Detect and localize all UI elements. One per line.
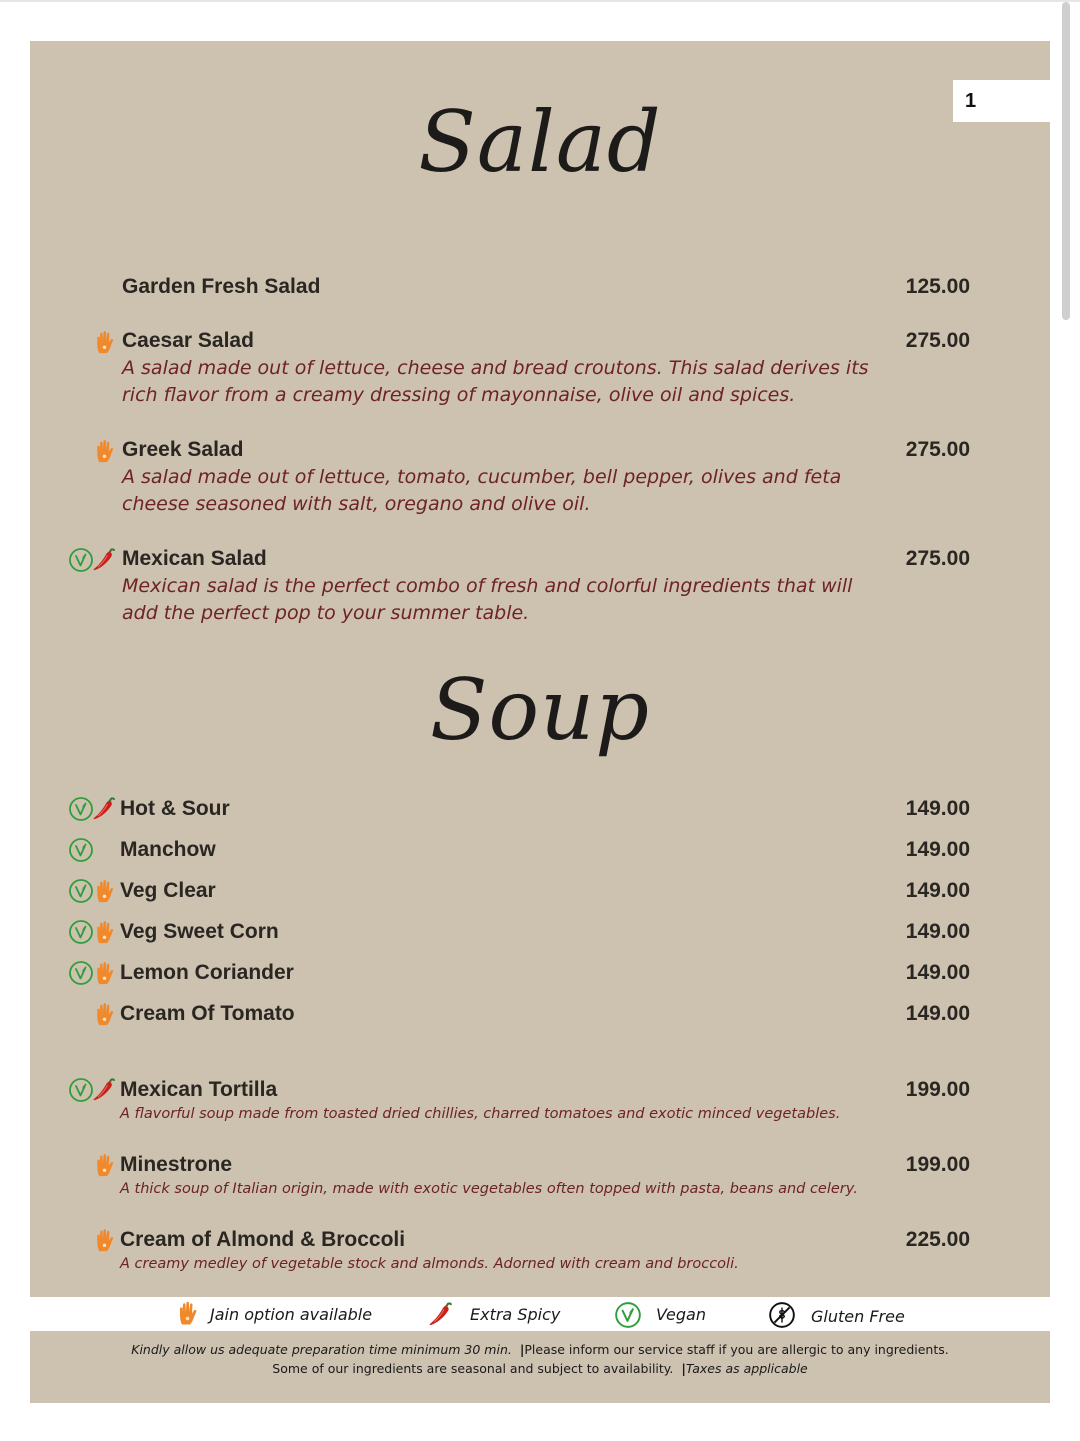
item-name: Hot & Sour xyxy=(120,797,230,820)
item-name: Cream of Almond & Broccoli xyxy=(120,1228,406,1251)
jain-hand-icon xyxy=(95,1153,115,1178)
item-price: 149.00 xyxy=(905,838,970,861)
item-name: Veg Sweet Corn xyxy=(120,920,279,943)
section-heading-soup: Soup xyxy=(430,661,650,759)
notes-line-1: Kindly allow us adequate preparation time minimum 30 min. |Please inform our service staff if you are allergic to any ingredients. xyxy=(131,1342,949,1357)
item-description: Mexican salad is the perfect combo of fresh and colorful ingredients that will add the perfect pop to your summer table. xyxy=(122,575,853,624)
scrollbar-thumb[interactable] xyxy=(1062,2,1070,320)
vegan-icon xyxy=(68,960,94,986)
item-price: 199.00 xyxy=(905,1078,970,1101)
note-preparation-time: Kindly allow us adequate preparation time minimum 30 min. xyxy=(131,1342,512,1357)
item-price: 225.00 xyxy=(905,1228,970,1251)
jain-hand-icon xyxy=(95,961,115,986)
notes-line-2: Some of our ingredients are seasonal and subject to availability. |Taxes as applicable xyxy=(272,1361,808,1376)
item-price: 125.00 xyxy=(905,275,970,298)
top-edge xyxy=(0,0,1080,2)
vegan-icon xyxy=(68,796,94,822)
item-name: Lemon Coriander xyxy=(120,961,294,984)
item-price: 149.00 xyxy=(905,920,970,943)
legend-label: Gluten Free xyxy=(811,1307,905,1326)
jain-hand-icon xyxy=(178,1300,198,1327)
vegan-icon xyxy=(68,878,94,904)
vegan-icon xyxy=(68,547,94,573)
item-name: Greek Salad xyxy=(122,438,244,461)
item-price: 199.00 xyxy=(905,1153,970,1176)
footer-notes xyxy=(30,1340,1050,1378)
chili-icon xyxy=(92,547,118,573)
item-description: A salad made out of lettuce, cheese and bread croutons. This salad derives its rich flavor from a creamy dressing of mayonnaise, olive oil and spices. xyxy=(122,357,869,406)
jain-hand-icon xyxy=(95,879,115,904)
item-name: Manchow xyxy=(120,838,216,861)
item-name: Caesar Salad xyxy=(122,329,254,352)
item-description: A flavorful soup made from toasted dried chillies, charred tomatoes and exotic minced vegetables. xyxy=(120,1106,841,1122)
item-price: 149.00 xyxy=(905,879,970,902)
vegan-icon xyxy=(68,837,94,863)
item-price: 149.00 xyxy=(905,797,970,820)
vegan-icon xyxy=(614,1301,642,1329)
gluten-free-icon xyxy=(768,1301,796,1329)
jain-hand-icon xyxy=(95,920,115,945)
item-price: 275.00 xyxy=(905,438,970,461)
page-number: 1 xyxy=(953,80,1050,122)
item-name: Veg Clear xyxy=(120,879,216,902)
item-description: A salad made out of lettuce, tomato, cucumber, bell pepper, olives and feta cheese seasoned with salt, oregano and olive oil. xyxy=(122,466,842,515)
item-name: Garden Fresh Salad xyxy=(122,275,321,298)
legend-label: Extra Spicy xyxy=(470,1305,561,1324)
item-price: 275.00 xyxy=(905,329,970,352)
item-name: Minestrone xyxy=(120,1153,233,1176)
jain-hand-icon xyxy=(95,330,115,355)
item-name: Mexican Tortilla xyxy=(120,1078,278,1101)
note-allergy: Please inform our service staff if you are allergic to any ingredients. xyxy=(524,1342,949,1357)
jain-hand-icon xyxy=(95,439,115,464)
note-seasonal: Some of our ingredients are seasonal and subject to availability. xyxy=(272,1361,674,1376)
jain-hand-icon xyxy=(95,1002,115,1027)
vegan-icon xyxy=(68,1077,94,1103)
item-price: 149.00 xyxy=(905,961,970,984)
icon-legend xyxy=(30,1297,1050,1331)
vegan-icon xyxy=(68,919,94,945)
chili-icon xyxy=(92,796,118,822)
legend-label: Vegan xyxy=(656,1305,706,1324)
jain-hand-icon xyxy=(95,1228,115,1253)
legend-label: Jain option available xyxy=(210,1305,373,1324)
note-taxes: Taxes as applicable xyxy=(685,1361,808,1376)
item-price: 275.00 xyxy=(905,547,970,570)
chili-icon xyxy=(92,1077,118,1103)
item-description: A thick soup of Italian origin, made with exotic vegetables often topped with pasta, beans and celery. xyxy=(120,1181,858,1197)
item-name: Mexican Salad xyxy=(122,547,267,570)
item-price: 149.00 xyxy=(905,1002,970,1025)
item-name: Cream Of Tomato xyxy=(120,1002,295,1025)
chili-icon xyxy=(428,1301,455,1328)
section-heading-salad: Salad xyxy=(418,93,662,191)
menu-page xyxy=(30,41,1050,1403)
item-description: A creamy medley of vegetable stock and almonds. Adorned with cream and broccoli. xyxy=(120,1256,739,1272)
